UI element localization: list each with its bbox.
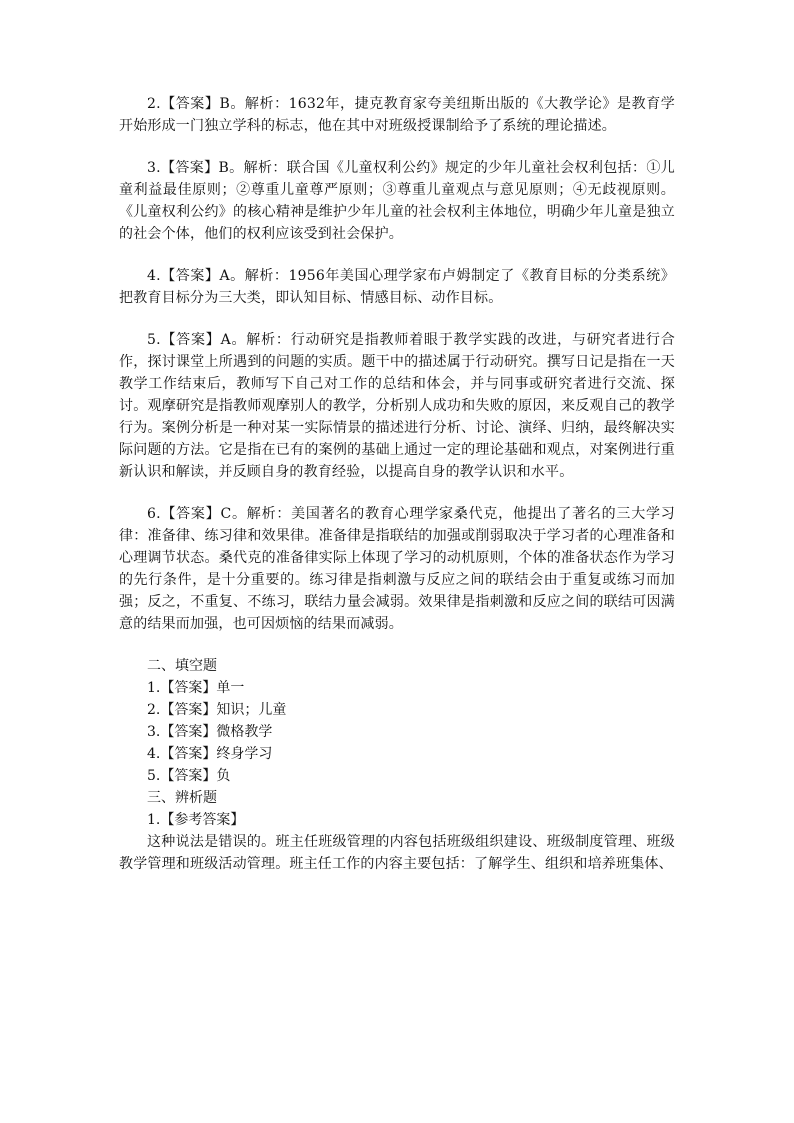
answer-5-label: 5.【答案】A。 [147,332,247,348]
fill-answer-2: 2.【答案】知识；儿童 [147,702,287,718]
answer-6-text: 解析：美国著名的教育心理学家桑代克，他提出了著名的三大学习律：准备律、练习律和效果律。准备律是指联结的加强或削弱取决于学习者的心理准备和心理调节状态。桑代克的准备律实际上体现了学习的动机原则，个体的准备状态作为学习的先行条件，是十分重要的。练习律是指刺激与反应之间的联结会由于重复或练习而加强；反之，不重复、不练习，联结力量会减弱。效果律是指刺激和反应之间的联结可因满意的结果而加强，也可因烦恼的结果而减弱。 [119,506,675,632]
answer-3-text: 解析：联合国《儿童权利公约》规定的少年儿童社会权利包括：①儿童利益最佳原则；②尊重儿童尊严原则；③尊重儿童观点与意见原则；④无歧视原则。《儿童权利公约》的核心精神是维护少年儿童的社会权利主体地位，明确少年儿童是独立的社会个体，他们的权利应该受到社会保护。 [119,160,675,242]
answer-6-label: 6.【答案】C。 [147,506,247,522]
fill-answer-1: 1.【答案】单一 [147,680,245,696]
answer-6-paragraph [119,503,675,635]
discern-answer-1-text: 这种说法是错误的。班主任班级管理的内容包括班级组织建设、班级制度管理、班级教学管理和班级活动管理。班主任工作的内容主要包括：了解学生、组织和培养班集体、 [119,834,675,872]
answer-2-text: 解析：1632年，捷克教育家夸美纽斯出版的《大教学论》是教育学开始形成一门独立学科的标志，他在其中对班级授课制给予了系统的理论描述。 [119,96,675,134]
answer-4-label: 4.【答案】A。 [147,268,245,284]
answer-2-label: 2.【答案】B。 [147,96,245,112]
document-page [119,93,675,875]
discern-answer-1-label: 1.【参考答案】 [147,812,245,828]
fill-answer-5: 5.【答案】负 [147,768,231,784]
answer-4-paragraph [119,265,675,309]
fill-answer-4: 4.【答案】终身学习 [147,746,273,762]
answer-2-paragraph [119,93,675,137]
fill-answer-3: 3.【答案】微格教学 [147,724,273,740]
answer-5-paragraph [119,329,675,483]
section-discern-heading: 三、辨析题 [147,790,217,806]
answer-3-label: 3.【答案】B。 [147,160,244,176]
answer-5-text: 解析：行动研究是指教师着眼于教学实践的改进，与研究者进行合作，探讨课堂上所遇到的问题的实质。题干中的描述属于行动研究。撰写日记是指在一天教学工作结束后，教师写下自己对工作的总结和体会，并与同事或研究者进行交流、探讨。观摩研究是指教师观摩别人的教学，分析别人成功和失败的原因，来反观自己的教学行为。案例分析是一种对某一实际情景的描述进行分析、讨论、演绎、归纳，最终解决实际问题的方法。它是指在已有的案例的基础上通过一定的理论基础和观点，对案例进行重新认识和解读，并反顾自身的教育经验，以提高自身的教学认识和水平。 [119,332,675,480]
section-fill-heading: 二、填空题 [147,658,217,674]
answer-4-text: 解析：1956年美国心理学家布卢姆制定了《教育目标的分类系统》把教育目标分为三大类，即认知目标、情感目标、动作目标。 [119,268,675,306]
answer-3-paragraph [119,157,675,245]
